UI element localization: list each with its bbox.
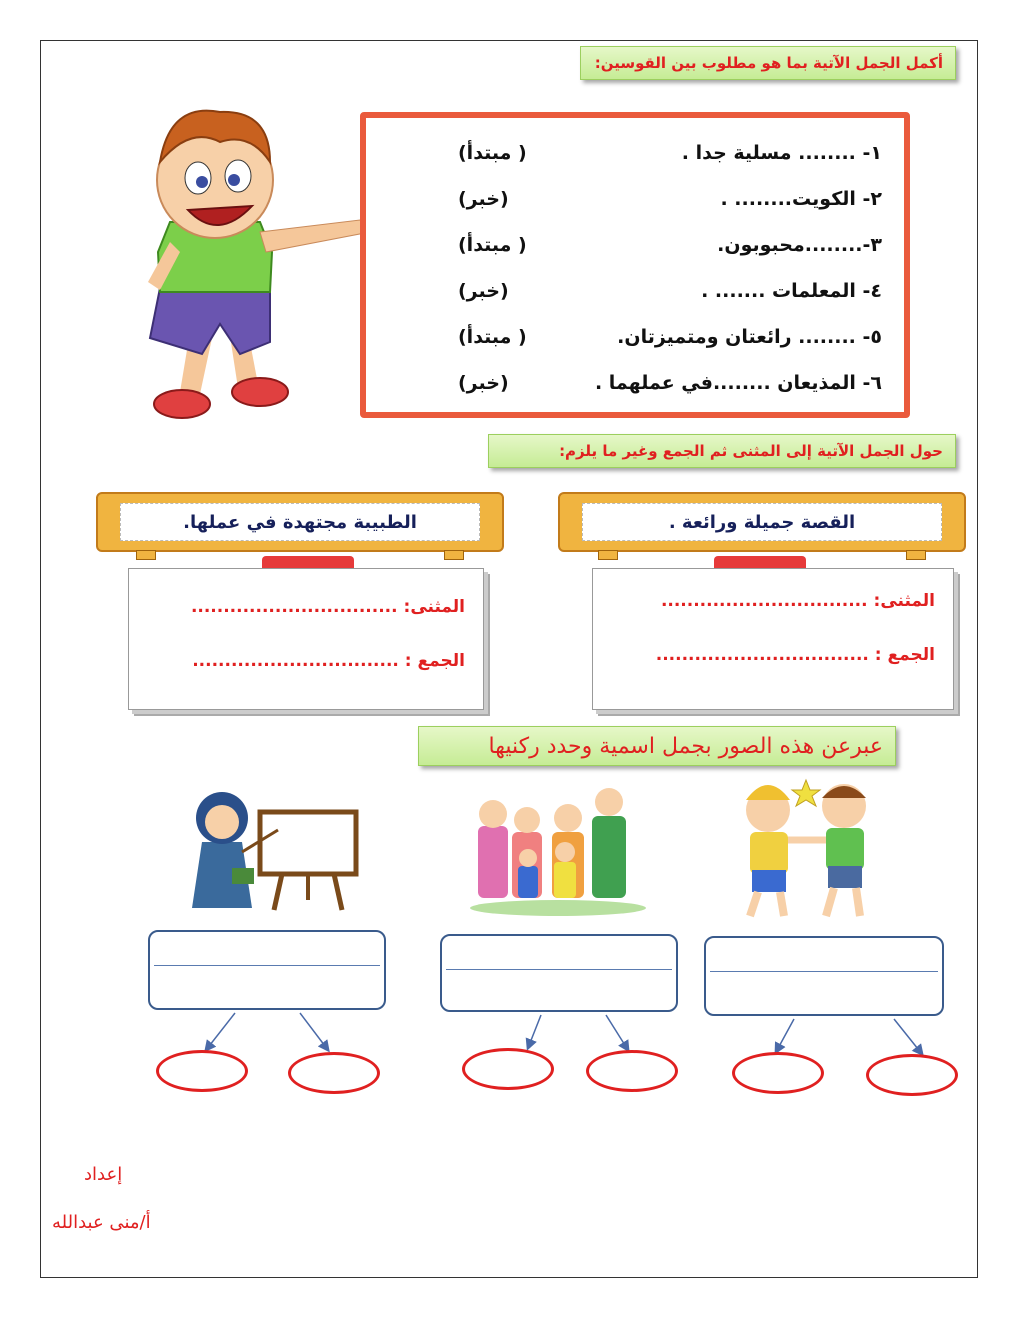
dual-blank[interactable]: ................................ (660, 591, 868, 611)
arrow-icon (206, 1013, 235, 1050)
arrow-icon (300, 1013, 328, 1050)
plural-blank[interactable]: ................................ (192, 651, 399, 671)
plural-label: الجمع : (874, 645, 935, 665)
section-2-title-text: حول الجمل الآتية إلى المثنى ثم الجمع وغير ما يلزم: (559, 442, 943, 460)
arrow-icon (776, 1019, 794, 1052)
author-label: إعداد (84, 1164, 123, 1185)
exercise-sentence: ٥- ........ رائعتان ومتميزتان. (617, 326, 882, 348)
oval-answer-middle-1[interactable] (462, 1048, 554, 1090)
exercise-answer-hint: ( مبتدأ) (458, 142, 527, 164)
author-name: أ/منى عبدالله (52, 1212, 151, 1233)
oval-answer-middle-2[interactable] (586, 1050, 678, 1092)
dual-label: المثنى: (403, 597, 465, 617)
oval-answer-right-2[interactable] (866, 1054, 958, 1096)
board-sentence: الطبيبة مجتهدة في عملها. (183, 511, 417, 533)
exercise-answer-hint: ( مبتدأ) (458, 234, 527, 256)
exercise-sentence: ١- ........ مسلية جدا . (681, 142, 882, 164)
exercise-answer-hint: (خبر) (458, 280, 509, 302)
oval-answer-left-2[interactable] (288, 1052, 380, 1094)
arrow-icon (894, 1019, 922, 1054)
exercise-answer-hint: ( مبتدأ) (458, 326, 527, 348)
exercise-answer-hint: (خبر) (458, 188, 509, 210)
dual-blank[interactable]: ................................ (190, 597, 398, 617)
arrow-icon (528, 1015, 541, 1048)
plural-label: الجمع : (404, 651, 465, 671)
section-3-title-text: عبرعن هذه الصور بجمل اسمية وحدد ركنيها (488, 733, 883, 759)
oval-answer-left-1[interactable] (156, 1050, 248, 1092)
plural-blank[interactable]: ................................. (655, 645, 869, 665)
dual-label: المثنى: (873, 591, 935, 611)
section-1-title-text: أكمل الجمل الآتية بما هو مطلوب بين القوسين: (594, 54, 943, 72)
exercise-sentence: ٣-........محبوبون. (717, 234, 882, 256)
oval-answer-right-1[interactable] (732, 1052, 824, 1094)
exercise-sentence: ٦- المذيعان ........في عملهما . (594, 372, 882, 394)
exercise-sentence: ٤- المعلمات ....... . (701, 280, 882, 302)
exercise-sentence: ٢- الكويت........ . (720, 188, 882, 210)
arrow-icon (606, 1015, 628, 1050)
exercise-answer-hint: (خبر) (458, 372, 509, 394)
board-sentence: القصة جميلة ورائعة . (668, 511, 856, 533)
